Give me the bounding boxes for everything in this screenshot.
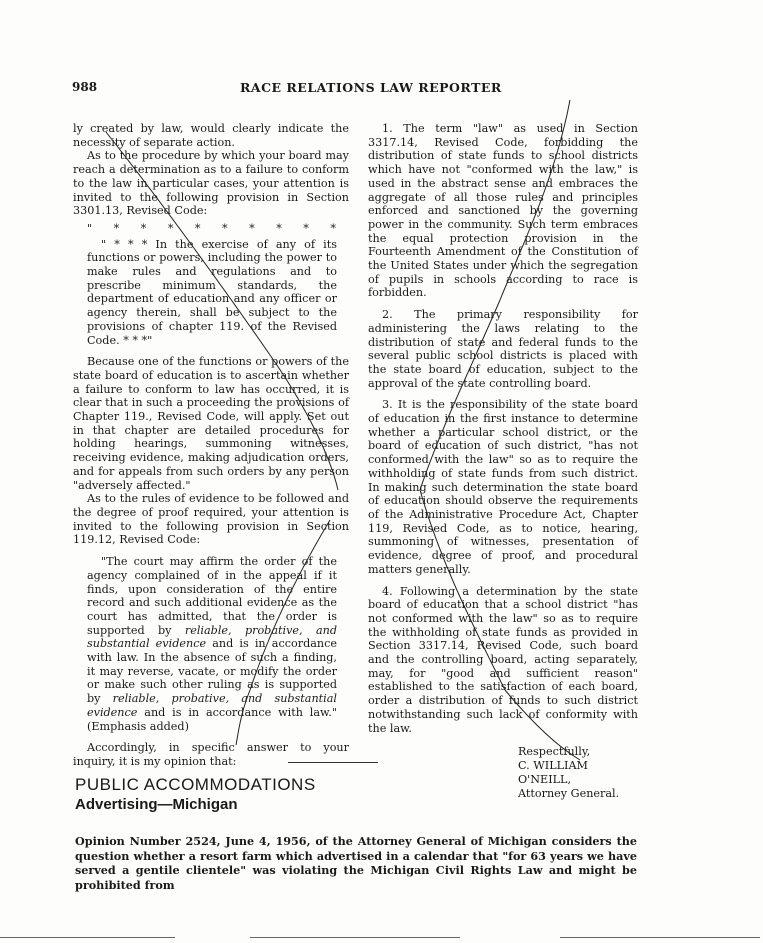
quote-emphasis-1: reliable, probative, and substantial evidence bbox=[87, 623, 337, 651]
section-divider bbox=[288, 762, 378, 763]
left-paragraph-1: ly created by law, would clearly indicate the necessity of separate action. bbox=[73, 122, 349, 149]
quoted-provision-119-12 bbox=[73, 555, 349, 733]
left-paragraph-2: As to the procedure by which your board may reach a determination as to a failure to conform to the law in particular cases, your attention is invited to the following provision in Section 3301.13, Revised Code: bbox=[73, 149, 349, 218]
left-paragraph-3: Because one of the functions or powers of the state board of education is to ascertain whether a failure to conform to law has occurred, it is clear that in such a proceeding the provisions of Chapter 119., Revised Code, will apply. Set out in that chapter are detailed procedures for holding hearings, summoning witnesses, receiving evidence, making adjudication orders, and for appeals from such orders by any person "adversely affected." bbox=[73, 355, 349, 492]
left-paragraph-5: Accordingly, in specific answer to your inquiry, it is my opinion that: bbox=[73, 741, 349, 768]
opinion-summary: Opinion Number 2524, June 4, 1956, of the Attorney General of Michigan considers the question whether a resort farm which advertised in a calendar that "for 63 years we have served a gentile clientele" was violating the Michigan Civil Rights Law and might be prohibited from bbox=[75, 834, 637, 892]
section-heading: PUBLIC ACCOMMODATIONS bbox=[75, 775, 316, 794]
opinion-item-2: 2. The primary responsibility for administering the laws relating to the distribution of state and federal funds to the several public school districts is placed with the state board of education, subject to the approval of the state controlling board. bbox=[368, 308, 638, 390]
running-head: RACE RELATIONS LAW REPORTER bbox=[240, 80, 502, 95]
opinion-item-3: 3. It is the responsibility of the state board of education in the first instance to determine whether a particular school district, or the board of education of such district, "has not conformed with the law" so as to require the withholding of state funds from such district. In making such determination the state board of education should observe the requirements of the Administrative Procedure Act, Chapter 119, Revised Code, as to notice, hearing, summoning of witnesses, presentation of evidence, degree of proof, and procedural matters generally. bbox=[368, 398, 638, 576]
quote-emphasis-2: reliable, probative, and substantial evidence bbox=[87, 692, 337, 719]
scan-edge-left bbox=[0, 937, 175, 938]
signature-closing: Respectfully, bbox=[518, 745, 591, 759]
signature-name: C. WILLIAM O'NEILL, bbox=[518, 759, 589, 787]
quoted-provision-3301-13: " * * * In the exercise of any of its functions or powers, including the power to make rules and regulations and to prescribe minimum standards, the department of education and any officer or agency therein, shall be subject to the provisions of chapter 119. of the Revised Code. * * *" bbox=[87, 237, 337, 347]
section-subheading: Advertising—Michigan bbox=[75, 796, 238, 813]
opinion-item-1: 1. The term "law" as used in Section 3317.14, Revised Code, forbidding the distribution of state funds to school districts which have not "conformed with the law," is used in the abstract sense and embraces the aggregate of all those rules and principles enforced and sanctioned by the governing power in the community. Such term embraces the equal protection provision in the Fourteenth Amendment of the Constitution of the United States under which the segregation of pupils in schools according to race is forbidden. bbox=[368, 122, 638, 300]
scan-edge-mid bbox=[250, 937, 460, 938]
signature-title: Attorney General. bbox=[518, 787, 620, 801]
left-paragraph-4: As to the rules of evidence to be followed and the degree of proof required, your attention is invited to the following provision in Section 119.12, Revised Code: bbox=[73, 492, 349, 547]
opinion-item-4: 4. Following a determination by the state board of education that a school district "has not conformed with the law" so as to require the withholding of state funds as provided in Section 3317.14, Revised Code, such board and the controlling board, acting separately, may, for "good and sufficient reason" established to the satisfaction of each board, order a distribution of funds to such district notwithstanding such lack of conformity with the law. bbox=[368, 584, 638, 735]
signature-block bbox=[368, 745, 638, 801]
left-column bbox=[73, 122, 349, 769]
page-number: 988 bbox=[72, 80, 98, 94]
quote-text-3: and is in accordance with law." (Emphasis added) bbox=[87, 705, 337, 733]
right-column bbox=[368, 122, 638, 801]
ellipsis-stars: " * * * * * * * * * bbox=[87, 221, 337, 235]
scan-edge-right bbox=[560, 937, 760, 938]
quote-text-2: and is in accordance with law. In the absence of such a finding, it may reverse, vacate, or modify the order or make such other ruling as is supported by bbox=[87, 637, 337, 706]
quote-text-1: "The court may affirm the order of the agency complained of in the appeal if it finds, upon consideration of the entire record and such additional evidence as the court has admitted, that the order is supported by bbox=[87, 555, 337, 637]
